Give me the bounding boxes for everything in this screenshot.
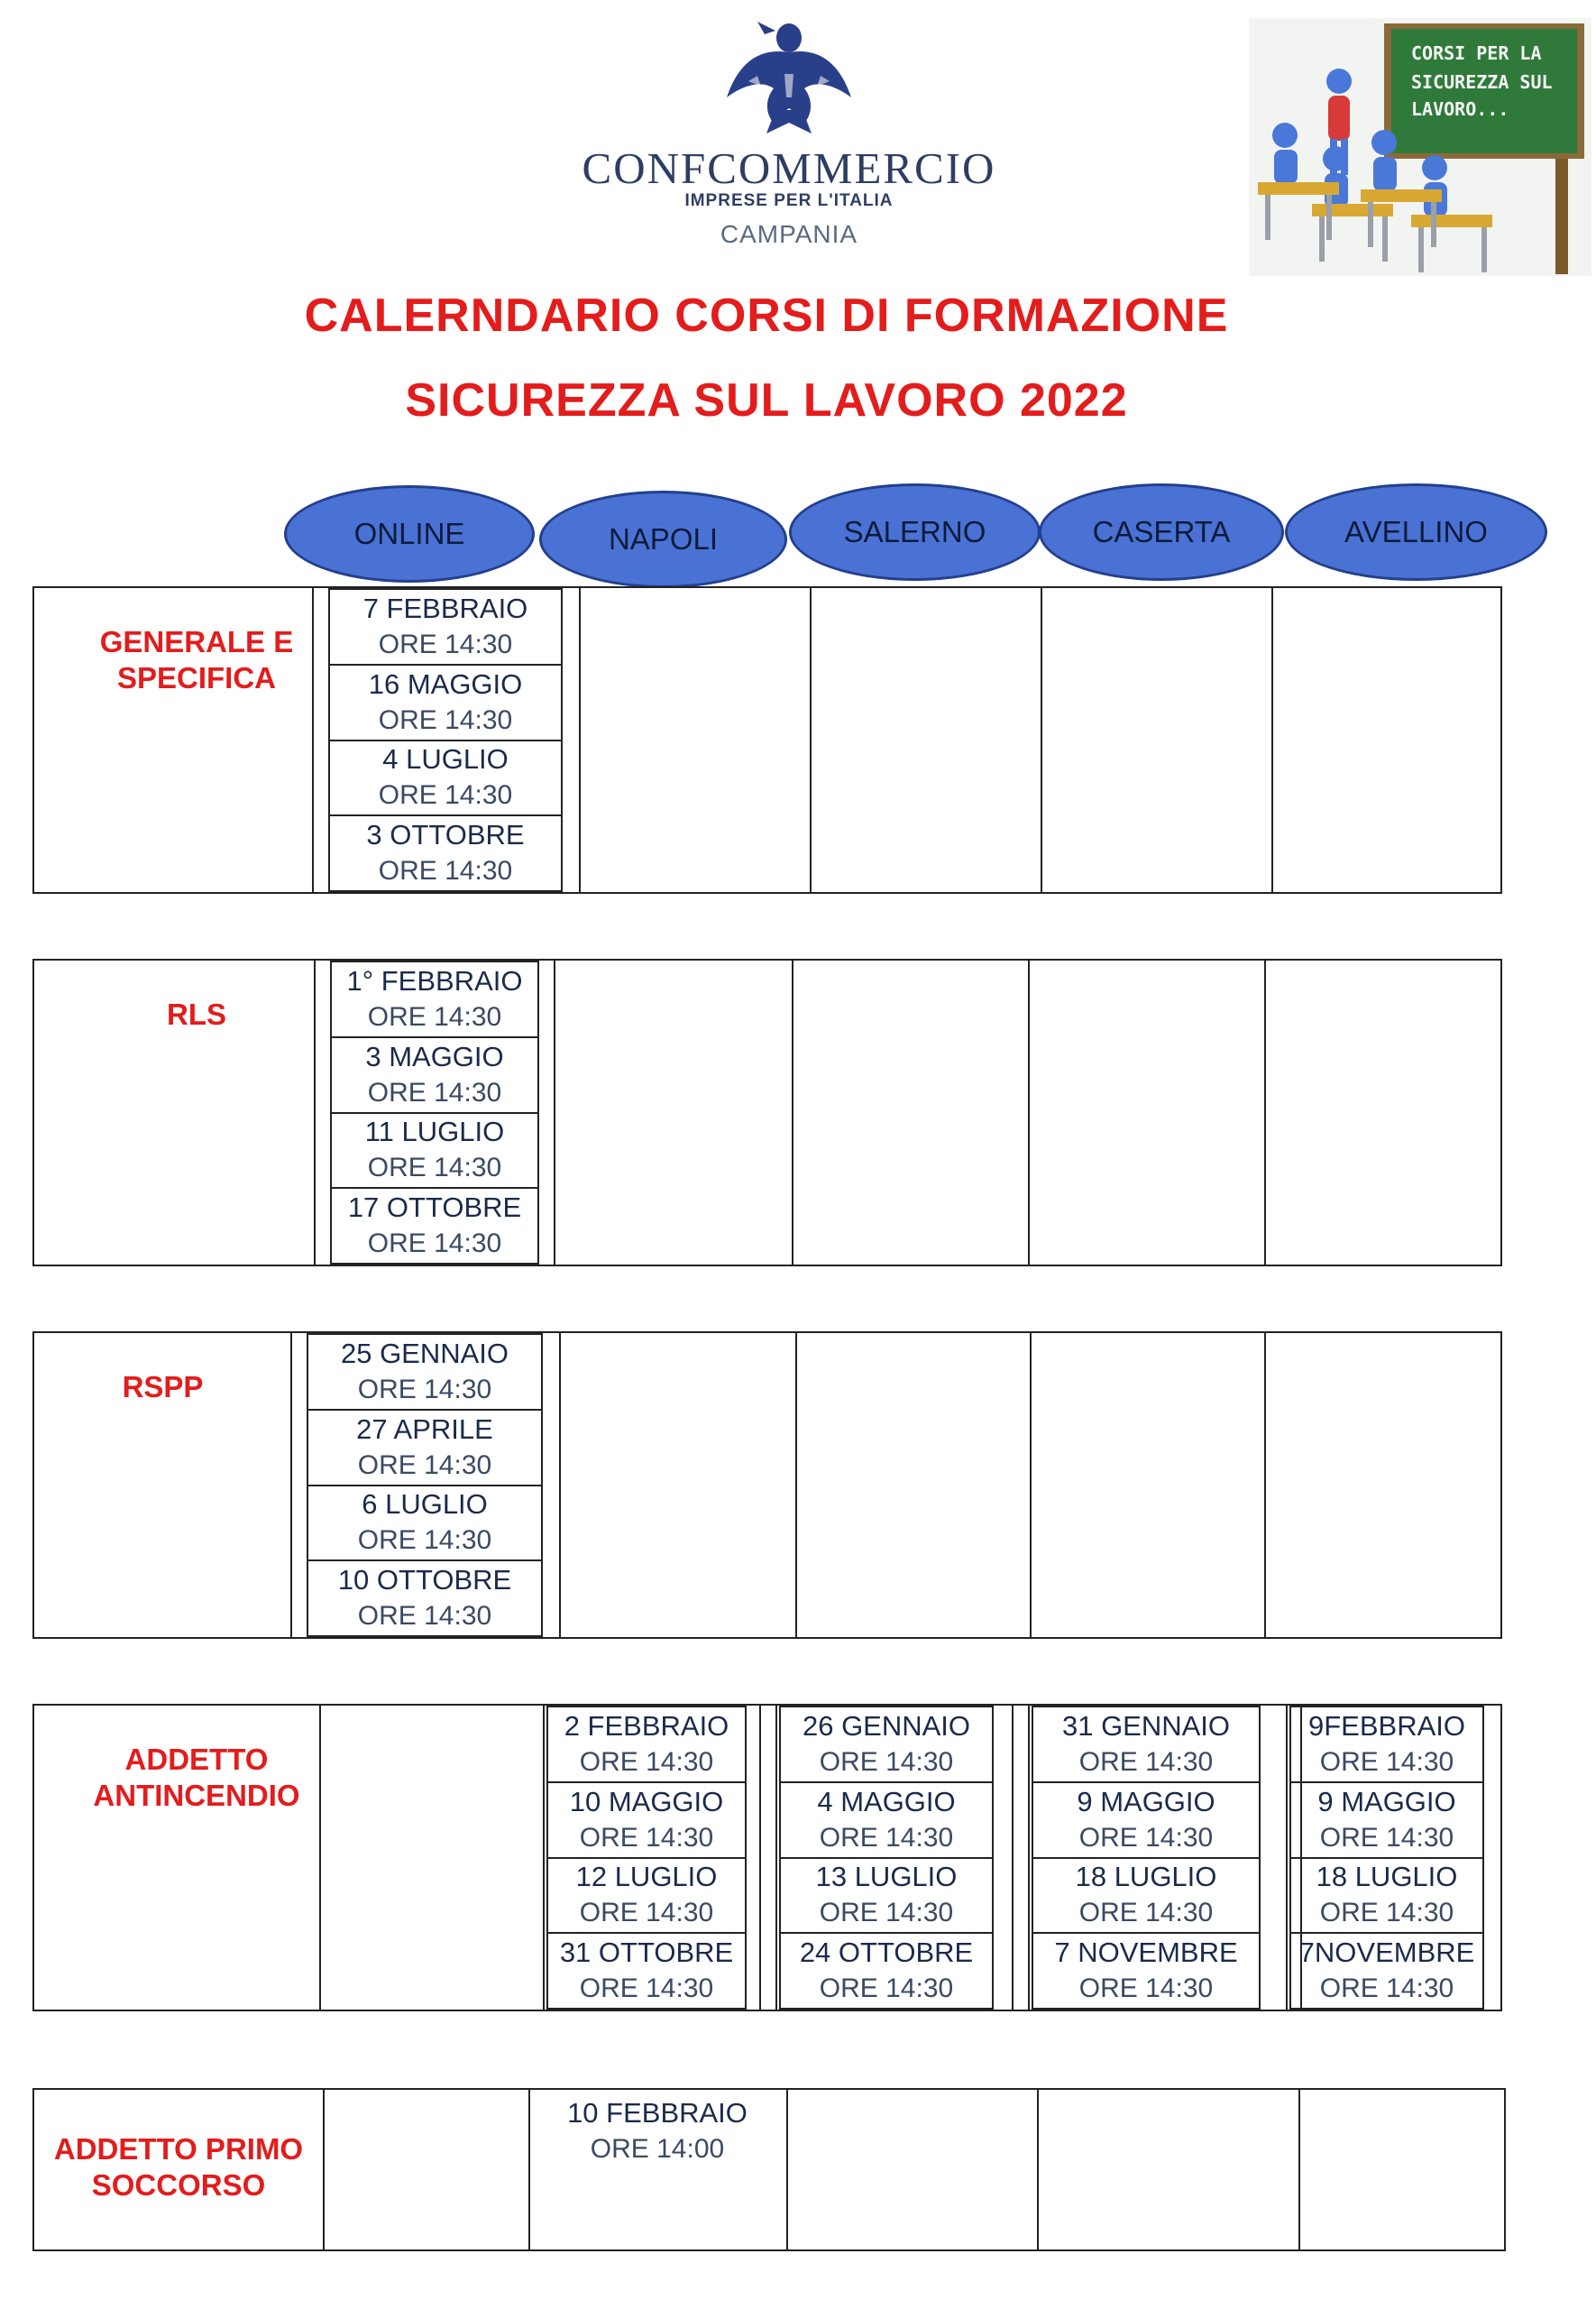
date-cell xyxy=(1033,1859,1259,1935)
column-divider xyxy=(554,961,555,1265)
date-text: 7 NOVEMBRE xyxy=(1054,1936,1238,1969)
column-divider xyxy=(1286,1706,1288,2010)
date-text: 13 LUGLIO xyxy=(815,1861,958,1893)
time-text: ORE 14:30 xyxy=(378,780,513,811)
time-text: ORE 14:30 xyxy=(579,1898,714,1928)
course-label-rspp xyxy=(34,1369,291,1405)
time-text: ORE 14:30 xyxy=(819,1898,954,1928)
column-divider xyxy=(810,588,812,892)
caserta-dates xyxy=(1032,1706,1261,2010)
date-cell xyxy=(548,1783,745,1859)
course-table-rls xyxy=(32,959,1502,1266)
course-label-generale xyxy=(43,624,350,696)
column-divider xyxy=(1028,1706,1030,2010)
column-divider xyxy=(1030,1333,1032,1637)
column-divider xyxy=(1037,2090,1039,2249)
date-cell xyxy=(1033,1783,1259,1859)
column-divider xyxy=(1264,961,1266,1265)
salerno-dates xyxy=(779,1706,994,2010)
column-header-salerno: SALERNO xyxy=(789,483,1041,581)
page-title-line-2: SICUREZZA SUL LAVORO 2022 xyxy=(405,374,1128,427)
date-cell xyxy=(781,1707,992,1783)
course-table-antincendio xyxy=(32,1704,1502,2011)
course-label-line: ADDETTO PRIMO xyxy=(53,2132,304,2166)
time-text: ORE 14:30 xyxy=(367,1077,502,1108)
napoli-dates xyxy=(546,1706,747,2010)
time-text: ORE 14:30 xyxy=(357,1525,492,1556)
date-text: 6 LUGLIO xyxy=(362,1488,488,1521)
date-cell xyxy=(308,1561,541,1635)
brand-region: CAMPANIA xyxy=(720,220,858,248)
date-cell xyxy=(330,666,561,741)
column-divider xyxy=(312,588,314,892)
date-text: 10 MAGGIO xyxy=(569,1785,724,1817)
course-label-antincendio xyxy=(43,1742,350,1814)
date-text: 31 OTTOBRE xyxy=(559,1936,734,1969)
date-text: 25 GENNAIO xyxy=(340,1337,509,1369)
date-cell xyxy=(330,741,561,817)
course-label-primo-soccorso xyxy=(34,2131,323,2203)
date-text: 9 MAGGIO xyxy=(1317,1785,1456,1817)
course-label-line: SPECIFICA xyxy=(116,661,277,695)
time-text: ORE 14:30 xyxy=(819,1822,954,1853)
date-text: 9FEBBRAIO xyxy=(1308,1709,1465,1742)
column-divider xyxy=(559,1333,561,1637)
time-text: ORE 14:30 xyxy=(1078,1898,1214,1928)
date-cell xyxy=(781,1934,992,2008)
column-header-online: ONLINE xyxy=(284,485,535,583)
date-text: 11 LUGLIO xyxy=(364,1116,505,1148)
online-dates xyxy=(307,1333,543,1637)
date-text: 1° FEBBRAIO xyxy=(346,964,523,997)
eagle-icon xyxy=(721,11,857,137)
date-cell xyxy=(1033,1934,1259,2008)
date-cell xyxy=(548,1859,745,1935)
time-text: ORE 14:30 xyxy=(1078,1746,1214,1777)
course-table-generale xyxy=(32,586,1502,894)
course-label-line: RSPP xyxy=(122,1370,204,1403)
date-text: 16 MAGGIO xyxy=(368,667,523,700)
date-cell xyxy=(332,1114,537,1190)
date-cell xyxy=(308,1411,541,1486)
date-text: 3 OTTOBRE xyxy=(366,819,525,851)
time-text: ORE 14:30 xyxy=(367,1228,502,1259)
column-divider xyxy=(1028,961,1030,1265)
column-divider xyxy=(314,961,316,1265)
date-cell xyxy=(1291,1934,1482,2008)
date-cell xyxy=(1033,1707,1259,1783)
time-text: ORE 14:00 xyxy=(590,2134,725,2164)
date-text: 31 GENNAIO xyxy=(1061,1709,1231,1742)
date-text: 26 GENNAIO xyxy=(802,1709,971,1742)
brand-tagline: IMPRESE PER L'ITALIA xyxy=(684,191,894,210)
date-text: 9 MAGGIO xyxy=(1077,1785,1215,1817)
time-text: ORE 14:30 xyxy=(367,1153,502,1183)
column-divider xyxy=(792,961,793,1265)
time-text: ORE 14:30 xyxy=(357,1374,492,1404)
course-label-line: RLS xyxy=(167,998,226,1031)
date-text: 18 LUGLIO xyxy=(1316,1861,1458,1893)
column-divider xyxy=(795,1333,797,1637)
column-header-avellino: AVELLINO xyxy=(1285,483,1547,581)
column-divider xyxy=(1264,1333,1266,1637)
date-text: 10 FEBBRAIO xyxy=(567,2097,748,2129)
column-divider xyxy=(543,1706,545,2010)
column-divider xyxy=(290,1333,292,1637)
svg-text:LAVORO...: LAVORO... xyxy=(1411,98,1509,120)
column-divider xyxy=(759,1706,761,2010)
avellino-dates xyxy=(1289,1706,1484,2010)
date-cell xyxy=(308,1486,541,1562)
time-text: ORE 14:30 xyxy=(357,1449,492,1480)
time-text: ORE 14:30 xyxy=(1319,1973,1454,2004)
time-text: ORE 14:30 xyxy=(579,1746,714,1777)
date-text: 4 LUGLIO xyxy=(382,743,509,776)
column-header-napoli: NAPOLI xyxy=(539,491,787,588)
date-text: 18 LUGLIO xyxy=(1075,1861,1217,1893)
time-text: ORE 14:30 xyxy=(819,1746,954,1777)
date-cell xyxy=(548,1934,745,2008)
time-text: ORE 14:30 xyxy=(819,1973,954,2004)
time-text: ORE 14:30 xyxy=(378,704,513,735)
course-table-primo-soccorso xyxy=(32,2088,1506,2251)
time-text: ORE 14:30 xyxy=(1078,1973,1214,2004)
column-divider xyxy=(786,2090,788,2249)
time-text: ORE 14:30 xyxy=(1078,1822,1214,1853)
time-text: ORE 14:30 xyxy=(1319,1746,1454,1777)
date-cell xyxy=(330,816,561,890)
time-text: ORE 14:30 xyxy=(1319,1822,1454,1853)
course-table-rspp xyxy=(32,1331,1502,1639)
date-text: 4 MAGGIO xyxy=(817,1785,956,1817)
time-text: ORE 14:30 xyxy=(378,629,513,659)
date-cell xyxy=(548,1707,745,1783)
course-label-line: SOCCORSO xyxy=(91,2168,266,2202)
column-divider xyxy=(1041,588,1042,892)
date-cell xyxy=(332,1189,537,1263)
classroom-clipart xyxy=(1249,18,1591,276)
column-divider xyxy=(319,1706,321,2010)
course-label-rls xyxy=(43,997,350,1033)
time-text: ORE 14:30 xyxy=(579,1973,714,2004)
date-cell xyxy=(308,1335,541,1411)
date-text: 10 OTTOBRE xyxy=(337,1564,512,1596)
column-header-caserta: CASERTA xyxy=(1039,483,1284,581)
confcommercio-logo xyxy=(568,7,1010,251)
date-cell xyxy=(330,590,561,666)
date-cell xyxy=(781,1859,992,1935)
date-text: 7NOVEMBRE xyxy=(1298,1936,1475,1969)
column-divider xyxy=(1271,588,1273,892)
column-divider xyxy=(1012,1706,1014,2010)
date-text: 3 MAGGIO xyxy=(365,1040,504,1072)
date-cell xyxy=(781,1783,992,1859)
online-dates xyxy=(328,588,563,892)
date-cell xyxy=(1291,1707,1482,1783)
date-cell xyxy=(332,1038,537,1114)
napoli-date xyxy=(528,2095,786,2167)
column-divider xyxy=(323,2090,325,2249)
svg-text:SICUREZZA SUL: SICUREZZA SUL xyxy=(1411,71,1553,93)
date-text: 27 APRILE xyxy=(356,1412,493,1445)
date-cell xyxy=(332,962,537,1038)
date-text: 7 FEBBRAIO xyxy=(362,592,528,624)
date-text: 17 OTTOBRE xyxy=(347,1191,522,1224)
page-title-line-1: CALERNDARIO CORSI DI FORMAZIONE xyxy=(304,290,1229,342)
time-text: ORE 14:30 xyxy=(367,1001,502,1032)
svg-text:CORSI PER LA: CORSI PER LA xyxy=(1411,42,1542,64)
column-divider xyxy=(775,1706,777,2010)
course-label-line: ANTINCENDIO xyxy=(93,1779,300,1812)
time-text: ORE 14:30 xyxy=(378,856,513,887)
date-text: 2 FEBBRAIO xyxy=(564,1709,729,1742)
column-divider xyxy=(579,588,581,892)
time-text: ORE 14:30 xyxy=(579,1822,714,1853)
date-text: 24 OTTOBRE xyxy=(799,1936,974,1969)
date-cell xyxy=(1291,1859,1482,1935)
date-text: 12 LUGLIO xyxy=(575,1861,718,1893)
course-label-line: ADDETTO xyxy=(124,1743,269,1776)
date-cell xyxy=(1291,1783,1482,1859)
online-dates xyxy=(330,961,539,1265)
time-text: ORE 14:30 xyxy=(357,1601,492,1632)
brand-name: CONFCOMMERCIO xyxy=(582,143,996,193)
column-divider xyxy=(1298,2090,1300,2249)
course-label-line: GENERALE E xyxy=(99,625,294,658)
time-text: ORE 14:30 xyxy=(1319,1898,1454,1928)
